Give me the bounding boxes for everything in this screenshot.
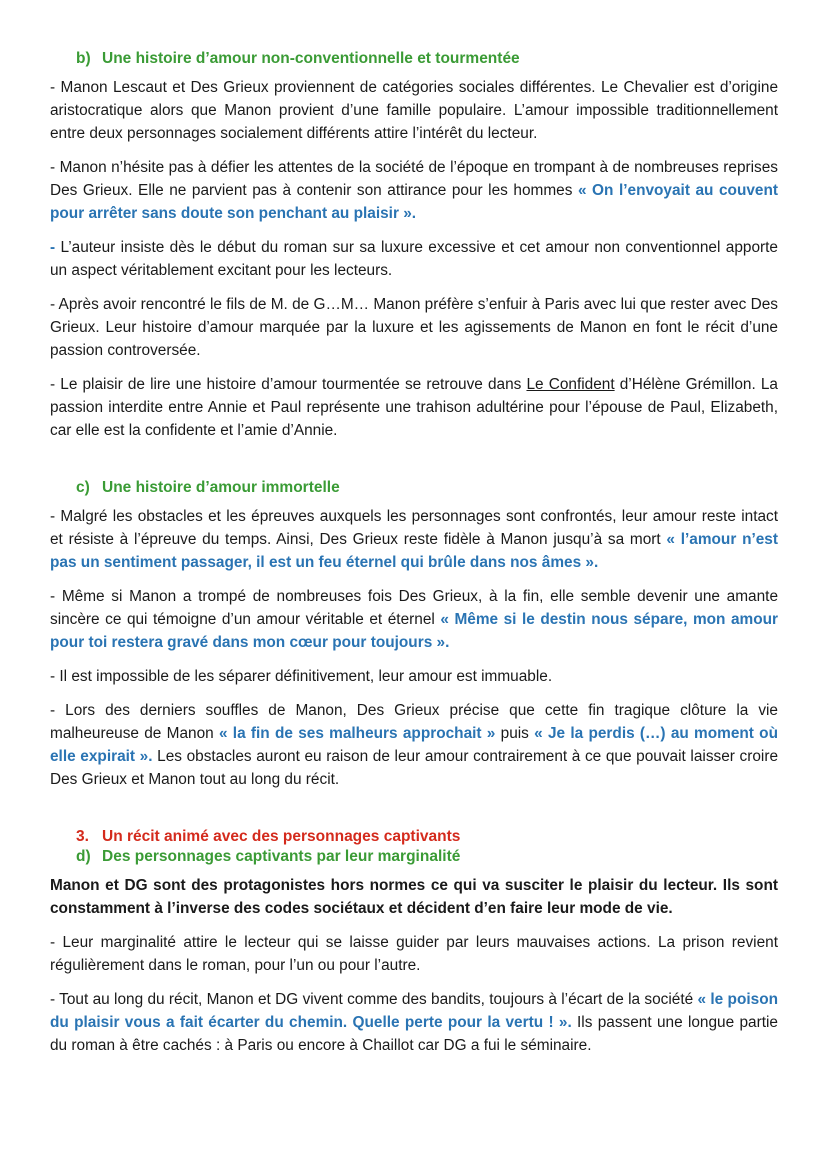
section-b-number: b) — [76, 50, 91, 67]
spacer — [50, 453, 778, 479]
quote: « Même si le destin nous sépare, mon amour pour toi restera gravé dans mon cœur pour toujours ». — [50, 611, 779, 651]
intro-paragraph: Manon et DG sont des protagonistes hors normes ce qui va susciter le plaisir du lecteur. Ils sont constamment à l’inverse des codes sociétaux et décident d’en faire leur mode de vie. — [50, 877, 778, 917]
section-b-heading — [76, 50, 778, 68]
paragraph: - Manon Lescaut et Des Grieux proviennent de catégories sociales différentes. Le Chevalier est d’origine aristocratique alors que Manon provient d’une famille populaire. L’amour impossible traditionnellement entre deux personnages socialement différents attire l’intérêt du lecteur. — [50, 79, 778, 142]
quote: « le poison du plaisir vous a fait écarter du chemin. Quelle perte pour la vertu ! ». — [50, 991, 778, 1031]
dash-marker: - — [50, 239, 56, 256]
section-c-number: c) — [76, 479, 90, 496]
paragraph: - Lors des derniers souffles de Manon, Des Grieux précise que cette fin tragique clôture la vie malheureuse de Manon « la fin de ses malheurs approchait » puis « Je la perdis (…) au moment où elle expirait ». Les obstacles auront eu raison de leur amour contrairement à ce que pouvait laisser croire Des Grieux et Manon tout au long du récit. — [50, 702, 779, 788]
paragraph: - Tout au long du récit, Manon et DG vivent comme des bandits, toujours à l’écart de la société « le poison du plaisir vous a fait écarter du chemin. Quelle perte pour la vertu ! ». Ils passent une longue partie du roman à être cachés : à Paris ou encore à Chaillot car DG a fui le séminaire. — [50, 991, 778, 1054]
section-b-title: Une histoire d’amour non-conventionnelle et tourmentée — [102, 50, 520, 67]
quote: « l’amour n’est pas un sentiment passager, il est un feu éternel qui brûle dans nos âmes ». — [50, 531, 778, 571]
section-3-heading — [76, 828, 778, 846]
section-d-number: d) — [76, 848, 91, 865]
paragraph: - Leur marginalité attire le lecteur qui se laisse guider par leurs mauvaises actions. La prison revient régulièrement dans le roman, pour l’un ou pour l’autre. — [50, 934, 778, 974]
paragraph: - Il est impossible de les séparer définitivement, leur amour est immuable. — [50, 668, 553, 685]
section-d-title: Des personnages captivants par leur marginalité — [102, 848, 461, 865]
quote: « Je la perdis (…) au moment où elle expirait ». — [50, 725, 778, 765]
paragraph: - Même si Manon a trompé de nombreuses fois Des Grieux, à la fin, elle semble devenir une amante sincère ce qui témoigne d’un amour véritable et éternel « Même si le destin nous sépare, mon amour pour toi restera gravé dans mon cœur pour toujours ». — [50, 588, 779, 651]
section-d-heading — [76, 848, 778, 866]
section-c-title: Une histoire d’amour immortelle — [102, 479, 340, 496]
quote: « On l’envoyait au couvent pour arrêter sans doute son penchant au plaisir ». — [50, 182, 778, 222]
quote: « la fin de ses malheurs approchait » — [218, 725, 496, 742]
section-c-heading — [76, 479, 778, 497]
book-title: Le Confident — [526, 376, 615, 393]
paragraph: - Malgré les obstacles et les épreuves auxquels les personnages sont confrontés, leur amour reste intact et résiste à l’épreuve du temps. Ainsi, Des Grieux reste fidèle à Manon jusqu’à sa mort « l’amour n’est pas un sentiment passager, il est un feu éternel qui brûle dans nos âmes ». — [50, 508, 778, 571]
spacer — [50, 802, 778, 828]
section-3-number: 3. — [76, 828, 89, 845]
paragraph: - Le plaisir de lire une histoire d’amour tourmentée se retrouve dans Le Confident d’Hélène Grémillon. La passion interdite entre Annie et Paul représente une trahison adultérine pour l’épouse de Paul, Elizabeth, car elle est la confidente et l’amie d’Annie. — [50, 376, 778, 439]
paragraph: - Après avoir rencontré le fils de M. de G…M… Manon préfère s’enfuir à Paris avec lui que rester avec Des Grieux. Leur histoire d’amour marquée par la luxure et les agissements de Manon en font le récit d’une passion controversée. — [50, 296, 778, 359]
paragraph: - L’auteur insiste dès le début du roman sur sa luxure excessive et cet amour non conventionnel apporte un aspect véritablement excitant pour les lecteurs. — [50, 239, 778, 279]
section-3-title: Un récit animé avec des personnages captivants — [102, 828, 461, 845]
paragraph: - Manon n’hésite pas à défier les attentes de la société de l’époque en trompant à de nombreuses reprises Des Grieux. Elle ne parvient pas à contenir son attirance pour les hommes « On l’envoyait au couvent pour arrêter sans doute son penchant au plaisir ». — [50, 159, 778, 222]
